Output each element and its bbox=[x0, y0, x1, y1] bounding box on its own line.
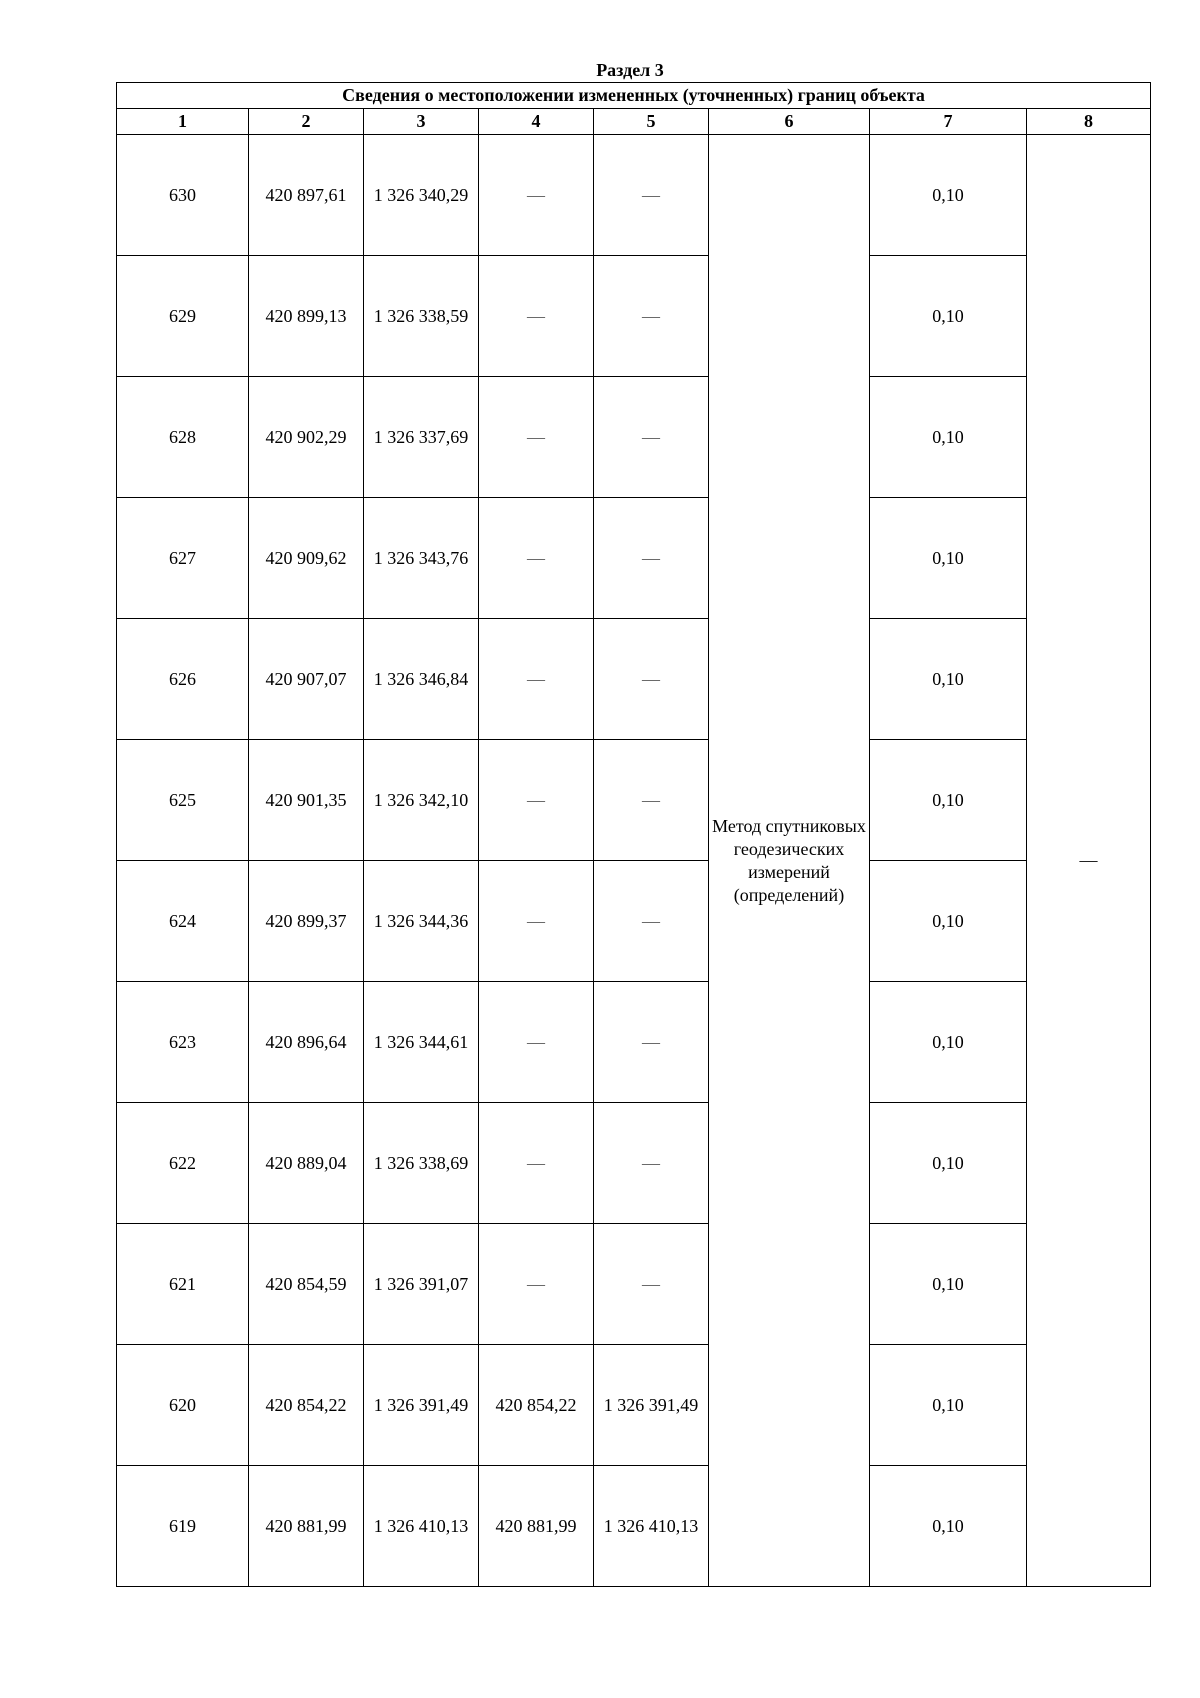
precision-cell: 0,10 bbox=[870, 619, 1027, 740]
point-number-cell: 628 bbox=[117, 377, 249, 498]
precision-cell: 0,10 bbox=[870, 1345, 1027, 1466]
y-old-coordinate-cell: — bbox=[594, 861, 709, 982]
x-old-coordinate-cell: — bbox=[479, 861, 594, 982]
table-row bbox=[117, 377, 1151, 498]
table-row bbox=[117, 1345, 1151, 1466]
x-old-coordinate-cell: — bbox=[479, 498, 594, 619]
x-old-coordinate-cell: — bbox=[479, 256, 594, 377]
table-row bbox=[117, 256, 1151, 377]
x-old-coordinate-cell: 420 854,22 bbox=[479, 1345, 594, 1466]
y-old-coordinate-cell: — bbox=[594, 1224, 709, 1345]
x-coordinate-cell: 420 909,62 bbox=[249, 498, 364, 619]
column-number-row bbox=[117, 109, 1151, 135]
y-coordinate-cell: 1 326 346,84 bbox=[364, 619, 479, 740]
y-coordinate-cell: 1 326 391,49 bbox=[364, 1345, 479, 1466]
precision-cell: 0,10 bbox=[870, 498, 1027, 619]
point-number-cell: 619 bbox=[117, 1466, 249, 1587]
table-row bbox=[117, 1224, 1151, 1345]
y-coordinate-cell: 1 326 344,36 bbox=[364, 861, 479, 982]
x-old-coordinate-cell: — bbox=[479, 982, 594, 1103]
point-number-cell: 622 bbox=[117, 1103, 249, 1224]
caption-row bbox=[117, 83, 1151, 109]
y-coordinate-cell: 1 326 391,07 bbox=[364, 1224, 479, 1345]
y-coordinate-cell: 1 326 344,61 bbox=[364, 982, 479, 1103]
precision-cell: 0,10 bbox=[870, 861, 1027, 982]
column-number: 1 bbox=[117, 109, 249, 135]
column-number: 2 bbox=[249, 109, 364, 135]
x-old-coordinate-cell: — bbox=[479, 135, 594, 256]
column-number: 5 bbox=[594, 109, 709, 135]
section-title: Раздел 3 bbox=[596, 60, 664, 80]
table-row bbox=[117, 498, 1151, 619]
precision-cell: 0,10 bbox=[870, 377, 1027, 498]
table-row bbox=[117, 135, 1151, 256]
y-old-coordinate-cell: 1 326 391,49 bbox=[594, 1345, 709, 1466]
point-number-cell: 620 bbox=[117, 1345, 249, 1466]
x-coordinate-cell: 420 901,35 bbox=[249, 740, 364, 861]
table-row bbox=[117, 861, 1151, 982]
precision-cell: 0,10 bbox=[870, 256, 1027, 377]
y-coordinate-cell: 1 326 337,69 bbox=[364, 377, 479, 498]
y-coordinate-cell: 1 326 343,76 bbox=[364, 498, 479, 619]
table-body bbox=[117, 135, 1151, 1587]
point-number-cell: 630 bbox=[117, 135, 249, 256]
y-old-coordinate-cell: — bbox=[594, 982, 709, 1103]
x-coordinate-cell: 420 889,04 bbox=[249, 1103, 364, 1224]
x-coordinate-cell: 420 907,07 bbox=[249, 619, 364, 740]
y-old-coordinate-cell: — bbox=[594, 619, 709, 740]
x-coordinate-cell: 420 881,99 bbox=[249, 1466, 364, 1587]
y-coordinate-cell: 1 326 410,13 bbox=[364, 1466, 479, 1587]
x-old-coordinate-cell: — bbox=[479, 1103, 594, 1224]
column-number: 7 bbox=[870, 109, 1027, 135]
point-number-cell: 621 bbox=[117, 1224, 249, 1345]
y-coordinate-cell: 1 326 338,59 bbox=[364, 256, 479, 377]
x-old-coordinate-cell: — bbox=[479, 1224, 594, 1345]
x-coordinate-cell: 420 854,22 bbox=[249, 1345, 364, 1466]
y-old-coordinate-cell: — bbox=[594, 377, 709, 498]
precision-cell: 0,10 bbox=[870, 982, 1027, 1103]
column-number: 3 bbox=[364, 109, 479, 135]
x-coordinate-cell: 420 899,13 bbox=[249, 256, 364, 377]
method-cell: Метод спутниковых геодезических измерений (определений) bbox=[709, 135, 870, 1587]
precision-cell: 0,10 bbox=[870, 1103, 1027, 1224]
y-old-coordinate-cell: — bbox=[594, 256, 709, 377]
y-coordinate-cell: 1 326 342,10 bbox=[364, 740, 479, 861]
y-old-coordinate-cell: 1 326 410,13 bbox=[594, 1466, 709, 1587]
y-old-coordinate-cell: — bbox=[594, 740, 709, 861]
x-coordinate-cell: 420 902,29 bbox=[249, 377, 364, 498]
point-number-cell: 623 bbox=[117, 982, 249, 1103]
x-coordinate-cell: 420 897,61 bbox=[249, 135, 364, 256]
x-old-coordinate-cell: — bbox=[479, 619, 594, 740]
table-row bbox=[117, 982, 1151, 1103]
boundary-table bbox=[116, 82, 1151, 1587]
x-old-coordinate-cell: 420 881,99 bbox=[479, 1466, 594, 1587]
y-coordinate-cell: 1 326 340,29 bbox=[364, 135, 479, 256]
table-row bbox=[117, 740, 1151, 861]
table-caption: Сведения о местоположении измененных (уточненных) границ объекта bbox=[117, 83, 1151, 109]
y-coordinate-cell: 1 326 338,69 bbox=[364, 1103, 479, 1224]
precision-cell: 0,10 bbox=[870, 135, 1027, 256]
x-coordinate-cell: 420 854,59 bbox=[249, 1224, 364, 1345]
x-old-coordinate-cell: — bbox=[479, 377, 594, 498]
precision-cell: 0,10 bbox=[870, 1466, 1027, 1587]
precision-cell: 0,10 bbox=[870, 740, 1027, 861]
column-number: 4 bbox=[479, 109, 594, 135]
table-row bbox=[117, 1466, 1151, 1587]
point-number-cell: 626 bbox=[117, 619, 249, 740]
y-old-coordinate-cell: — bbox=[594, 1103, 709, 1224]
point-number-cell: 627 bbox=[117, 498, 249, 619]
table-row bbox=[117, 619, 1151, 740]
x-old-coordinate-cell: — bbox=[479, 740, 594, 861]
column-8-cell: — bbox=[1027, 135, 1151, 1587]
x-coordinate-cell: 420 896,64 bbox=[249, 982, 364, 1103]
point-number-cell: 629 bbox=[117, 256, 249, 377]
table-row bbox=[117, 1103, 1151, 1224]
point-number-cell: 625 bbox=[117, 740, 249, 861]
y-old-coordinate-cell: — bbox=[594, 498, 709, 619]
precision-cell: 0,10 bbox=[870, 1224, 1027, 1345]
y-old-coordinate-cell: — bbox=[594, 135, 709, 256]
x-coordinate-cell: 420 899,37 bbox=[249, 861, 364, 982]
column-number: 6 bbox=[709, 109, 870, 135]
point-number-cell: 624 bbox=[117, 861, 249, 982]
column-number: 8 bbox=[1027, 109, 1151, 135]
